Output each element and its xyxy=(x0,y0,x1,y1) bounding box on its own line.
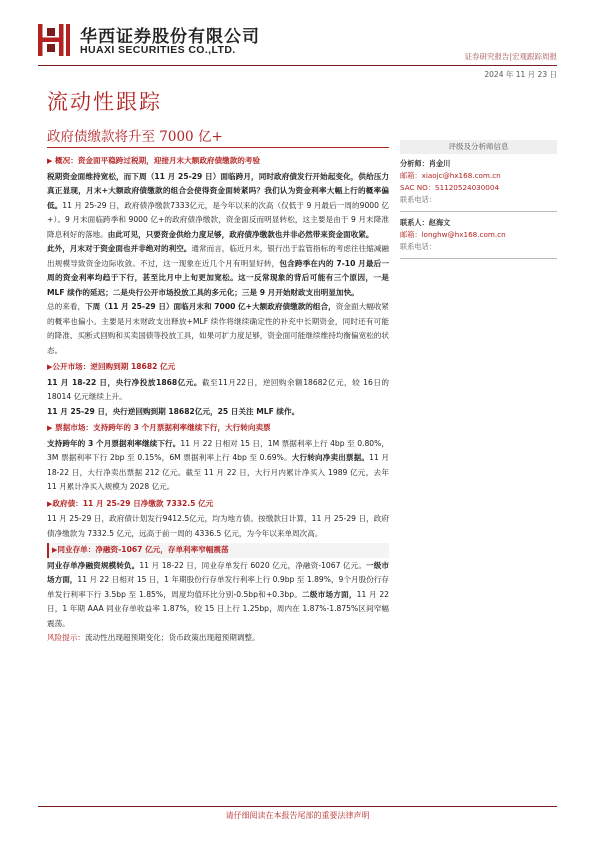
risk-text: 流动性出现超预期变化；货币政策出现超预期调整。 xyxy=(84,633,260,642)
triangle-icon: ▶ xyxy=(47,363,53,371)
subtitle-divider xyxy=(47,147,389,148)
open-market-paragraph-2: 11 月 25-29 日，央行逆回购到期 18682亿元，25 日关注 MLF 续作。 xyxy=(47,406,300,416)
risk-label: 风险提示： xyxy=(47,633,85,642)
ncd-paragraph: 同业存单净融资规模转负。11 月 18-22 日，同业存单发行 6020 亿元，净融资-1067 亿元。一级市场方面，11 月 22 日相对 15 日，1 年期股份行存单发行利率上行 0.9bp 至 1.89%，9个月股份行存单发行利率下行 3.5bp 至 1.85%，周度均值环比分别-0.5bp和+0.3bp。二级市场方面，11 月 22 日，1 年期 AAA 同业存单收益率 1.87%，较 15 日上行 1.25bp，周内在 1.87%-1.875%区间窄幅震荡。 xyxy=(47,560,390,628)
analyst-sac: SAC NO：S1120524030004 xyxy=(400,183,500,192)
section-overview-heading: ▶ 概况：资金面平稳跨过税期，迎接月末大额政府债缴款的考验 xyxy=(47,156,261,165)
company-name-en: HUAXI SECURITIES CO.,LTD. xyxy=(80,44,236,56)
overview-paragraph-1: 税期资金面维持宽松，而下周（11 月 25-29 日）面临跨月，同时政府债发行开始起变化，供给压力真正显现，月末+大额政府债缴款的组合会使得资金面转紧吗？我们认为资金利率大幅上行的概率偏低。11 月 25-29 日，政府债净缴款7333亿元，是今年以来的次高（仅低于 9 月最后一周的9000 亿+）。9 月末面临跨季和 9000 亿+的政府债净缴款，资金面反而明显转松，这主要是由于 9 月末降准降息利好的落地。由此可见，只要资金供给力度足够，政府债净缴款也并非必然带来资金面收紧。 xyxy=(47,171,389,239)
bill-market-paragraph: 支持跨年的 3 个月票据利率继续下行。11 月 22 日相对 15 日，1M 票据利率上行 4bp 至 0.80%，3M 票据利率下行 2bp 至 0.15%，6M 票据利率上行 4bp 至 0.69%。大行转向净卖出票据。11 月 18-22 日，大行净卖出票据 212 亿元。截至 11 月 22 日，大行月内累计净买入 1989 亿元，去年 11 月累计净买入规模为 2028 亿元。 xyxy=(47,438,389,491)
header-divider xyxy=(38,65,557,66)
contact-email[interactable]: 邮箱：longhw@hx168.com.cn xyxy=(400,230,506,239)
section-gov-bond-heading: ▶政府债：11 月 25-29 日净缴款 7332.5 亿元 xyxy=(47,498,214,508)
report-subtitle: 政府债缴款将升至 7000 亿+ xyxy=(47,129,223,145)
triangle-icon: ▶ xyxy=(47,157,53,165)
analyst-email[interactable]: 邮箱：xiaojc@hx168.com.cn xyxy=(400,171,501,180)
gov-bond-paragraph: 11 月 25-29 日，政府债计划发行9412.5亿元，均为地方债。按缴款日计算，11 月 25-29 日，政府债净缴款为 7332.5 亿元，远高于前一周的 4336.5 亿元，为今年以来单周次高。 xyxy=(47,514,389,538)
section-bill-market-heading: ▶ 票据市场：支持跨年的 3 个月票据利率继续下行，大行转向卖票 xyxy=(47,423,271,432)
report-type: 证券研究报告|宏观跟踪周报 xyxy=(464,52,557,61)
analyst-divider xyxy=(400,211,557,212)
analyst-name: 分析师：肖金川 xyxy=(400,159,451,168)
triangle-icon: ▶ xyxy=(52,546,58,554)
company-name-cn: 华西证券股份有限公司 xyxy=(80,27,260,47)
section-ncd-heading: ▶同业存单：净融资-1067 亿元，存单利率窄幅震荡 xyxy=(47,543,389,558)
footer-divider xyxy=(38,806,557,807)
report-date: 2024 年 11 月 23 日 xyxy=(484,70,557,79)
contact-name: 联系人：赵海文 xyxy=(400,218,451,227)
analyst-panel xyxy=(400,140,557,264)
company-logo xyxy=(38,22,72,58)
legal-notice: 请仔细阅读在本报告尾部的重要法律声明 xyxy=(225,811,370,820)
contact-divider xyxy=(400,258,557,259)
analyst-panel-heading: 评级及分析师信息 xyxy=(400,140,557,154)
analyst-phone: 联系电话： xyxy=(400,195,436,204)
triangle-icon: ▶ xyxy=(47,499,53,508)
triangle-icon: ▶ xyxy=(47,424,53,432)
contact-phone: 联系电话： xyxy=(400,242,436,251)
overview-paragraph-2: 此外，月末对于资金面也并非绝对的利空。通常而言，临近月末，银行出于监管指标的考虑往往缩减融出规模导致资金边际收敛。不过，这一现象在近几个月有明显好转，包含跨季在内的 7-10 月最后一周的资金利率均趋于下行，甚至比月中上旬更加宽松。这一反常现象的背后可能有三个原因，一是MLF 续作的延迟；二是央行公开市场投放工具的多元化；三是 9 月开始财政支出明显加快。 xyxy=(47,244,390,297)
overview-paragraph-3: 总的来看，下周（11 月 25-29 日）面临月末和 7000 亿+大额政府债缴款的组合，资金面大幅收紧的概率也偏小。主要是月末财政支出释放+MLF 续作将继续确定性的补充中长期资金，同时还有可能的降准、买断式回购和买卖国债等投放工具，如果可扩力度足够，资金面可能继续维持均衡偏宽松的状态。 xyxy=(47,302,390,355)
section-open-market-heading: ▶公开市场：逆回购到期 18682 亿元 xyxy=(47,362,176,371)
risk-warning xyxy=(47,631,389,646)
report-title: 流动性跟踪 xyxy=(47,90,162,114)
report-body xyxy=(47,152,389,646)
open-market-paragraph-1: 11 月 18-22 日，央行净投放1868亿元。截至11月22日，逆回购余额18682亿元，较 16日的 18014 亿元继续上升。 xyxy=(47,377,390,401)
